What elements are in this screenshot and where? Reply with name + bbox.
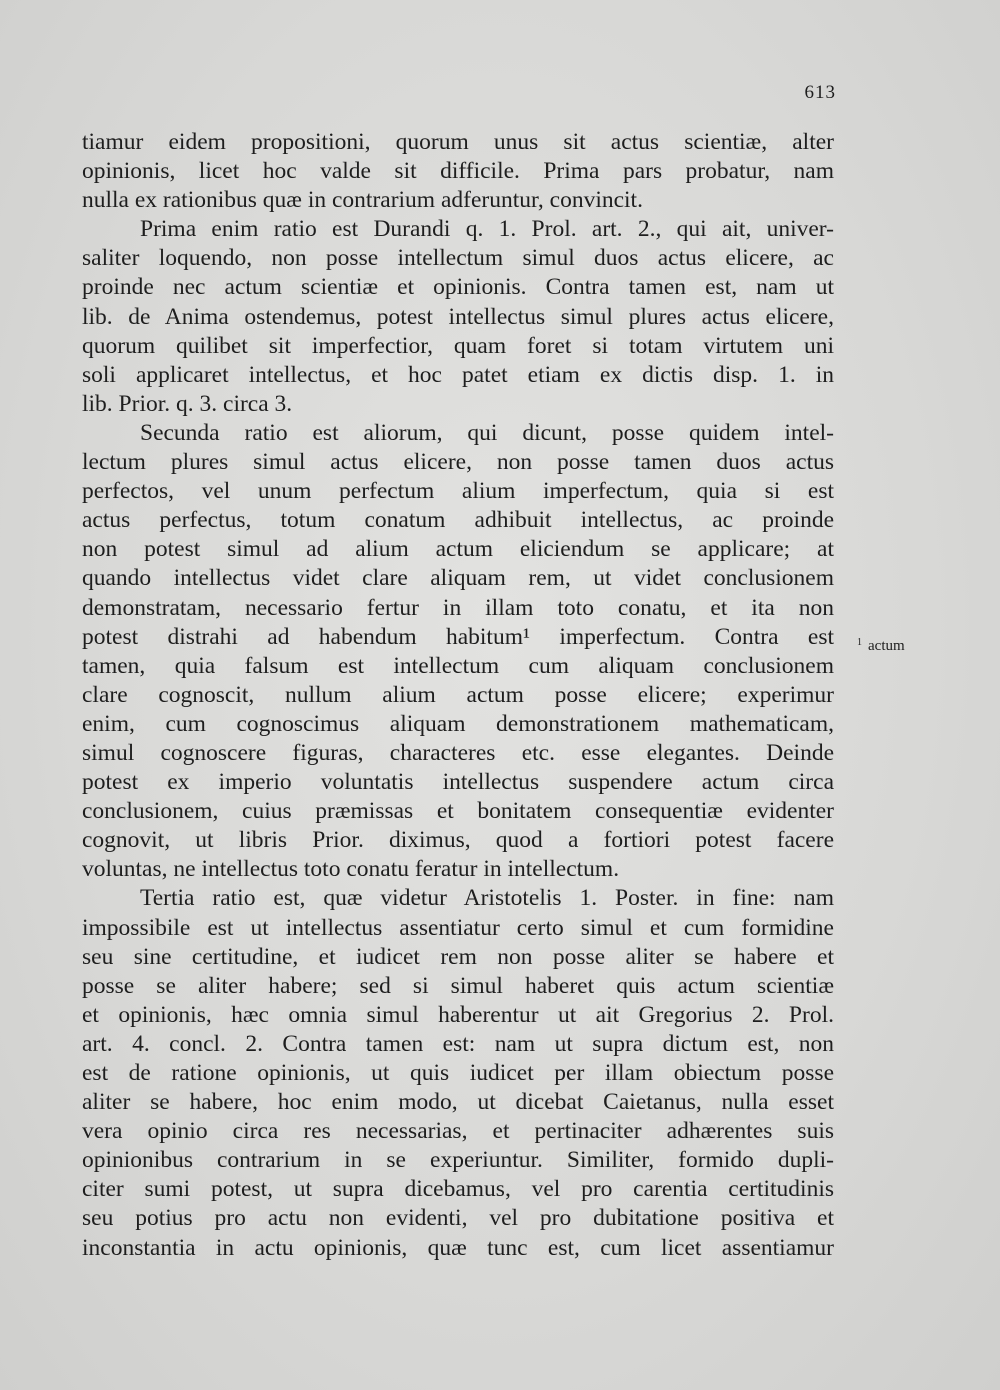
text-line: simul cognoscere figuras, characteres etc. esse elegantes. Deinde — [82, 739, 834, 766]
text-line: lib. de Anima ostendemus, potest intellectus simul plures actus elicere, — [82, 303, 834, 330]
text-line: opinionibus contrarium in se experiuntur. Similiter, formido dupli- — [82, 1147, 834, 1174]
text-line: art. 4. concl. 2. Contra tamen est: nam ut supra dictum est, non — [82, 1030, 834, 1057]
text-line: et opinionis, hæc omnia simul haberentur ut ait Gregorius 2. Prol. — [82, 1001, 834, 1028]
text-line: est de ratione opinionis, ut quis iudicet per illam obiectum posse — [82, 1060, 834, 1086]
margin-note-text: actum — [868, 638, 905, 654]
margin-note — [857, 628, 905, 661]
text-line: seu sine certitudine, et iudicet rem non posse aliter se habere et — [82, 943, 834, 970]
text-line: conclusionem, cuius præmissas et bonitatem consequentiæ evidenter — [82, 798, 834, 825]
text-line: impossibile est ut intellectus assentiatur certo simul et cum formidine — [82, 914, 834, 941]
text-line: Prima enim ratio est Durandi q. 1. Prol. art. 2., qui ait, univer- — [140, 216, 834, 243]
text-line: potest ex imperio voluntatis intellectus suspendere actum circa — [82, 769, 834, 796]
text-line: actus perfectus, totum conatum adhibuit intellectus, ac proinde — [82, 507, 834, 534]
text-line: Tertia ratio est, quæ videtur Aristotelis 1. Poster. in fine: nam — [140, 885, 834, 912]
text-line: cognovit, ut libris Prior. diximus, quod a fortiori potest facere — [82, 827, 834, 854]
text-line: non potest simul ad alium actum eliciendum se applicare; at — [82, 536, 834, 563]
text-line: enim, cum cognoscimus aliquam demonstrationem mathematicam, — [82, 710, 834, 737]
text-line: potest distrahi ad habendum habitum¹ imperfectum. Contra est — [82, 623, 834, 650]
text-line: voluntas, ne intellectus toto conatu feratur in intellectum. — [82, 856, 620, 883]
text-line: nulla ex rationibus quæ in contrarium adferuntur, convincit. — [82, 187, 643, 214]
text-line: opinionis, licet hoc valde sit difficile. Prima pars probatur, nam — [82, 158, 834, 185]
text-line: posse se aliter habere; sed si simul haberet quis actum scientiæ — [82, 972, 834, 999]
text-line: saliter loquendo, non posse intellectum simul duos actus elicere, ac — [82, 245, 834, 272]
text-line: lib. Prior. q. 3. circa 3. — [82, 390, 293, 417]
text-line: quorum quilibet sit imperfectior, quam foret si totam virtutem uni — [82, 332, 834, 359]
text-line: citer sumi potest, ut supra dicebamus, vel pro carentia certitudinis — [82, 1176, 834, 1203]
text-line: tiamur eidem propositioni, quorum unus sit actus scientiæ, alter — [82, 129, 834, 155]
text-line: lectum plures simul actus elicere, non posse tamen duos actus — [82, 449, 834, 476]
text-body — [82, 128, 834, 1263]
text-line: seu potius pro actu non evidenti, vel pro dubitatione positiva et — [82, 1205, 834, 1232]
margin-note-mark: 1 — [857, 637, 862, 648]
text-line: proinde nec actum scientiæ et opinionis. Contra tamen est, nam ut — [82, 274, 834, 301]
text-line: perfectos, vel unum perfectum alium imperfectum, quia si est — [82, 478, 834, 505]
text-line: inconstantia in actu opinionis, quæ tunc est, cum licet assentiamur — [82, 1234, 834, 1261]
text-line: aliter se habere, hoc enim modo, ut dicebat Caietanus, nulla esset — [82, 1089, 834, 1116]
text-line: quando intellectus videt clare aliquam rem, ut videt conclusionem — [82, 565, 834, 592]
text-line: demonstratam, necessario fertur in illam toto conatu, et ita non — [82, 594, 834, 621]
page-number: 613 — [804, 82, 836, 103]
text-line: clare cognoscit, nullum alium actum posse elicere; experimur — [82, 681, 834, 708]
text-line: soli applicaret intellectus, et hoc patet etiam ex dictis disp. 1. in — [82, 361, 834, 388]
text-line: Secunda ratio est aliorum, qui dicunt, posse quidem intel- — [140, 419, 834, 446]
text-line: tamen, quia falsum est intellectum cum aliquam conclusionem — [82, 652, 834, 679]
text-line: vera opinio circa res necessarias, et pertinaciter adhærentes suis — [82, 1118, 834, 1145]
